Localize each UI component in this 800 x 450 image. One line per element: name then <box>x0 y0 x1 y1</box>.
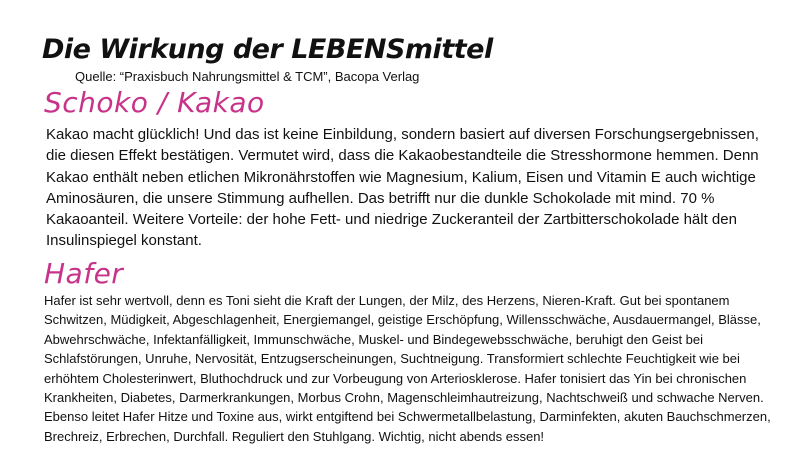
source-citation: Quelle: “Praxisbuch Nahrungsmittel & TCM”, Bacopa Verlag <box>75 69 420 84</box>
section-heading-hafer: Hafer <box>44 257 124 290</box>
page-title: Die Wirkung der LEBENSmittel <box>42 34 493 65</box>
section-text-schoko-kakao: Kakao macht glücklich! Und das ist keine Einbildung, sondern basiert auf diversen Forschungsergebnissen, die diesen Effekt bestätigen. Vermutet wird, dass die Kakaobestandteile die Stresshormone hemmen. Denn Kakao enthält neben etlichen Mikronährstoffen wie Magnesium, Kalium, Eisen und Vitamin E auch wichtige Aminosäuren, die unsere Stimmung aufhellen. Das betrifft nur die dunkle Schokolade mit mind. 70 % Kakaoanteil. Weitere Vorteile: der hohe Fett- und niedrige Zuckeranteil der Zartbitterschokolade hält den Insulinspiegel konstant. <box>46 126 759 250</box>
section-heading-schoko-kakao: Schoko / Kakao <box>44 86 265 119</box>
section-text-hafer: Hafer ist sehr wertvoll, denn es Toni sieht die Kraft der Lungen, der Milz, des Herzens, Nieren-Kraft. Gut bei spontanem Schwitzen, Müdigkeit, Abgeschlagenheit, Energiemangel, geistige Erschöpfung, Willensschwäche, Ausdauermangel, Blässe, Abwehrschwäche, Infektanfälligkeit, Immunschwäche, Muskel- und Bindegewebsschwäche, beruhigt den Geist bei Schlafstörungen, Unruhe, Nervosität, Entzugserscheinungen, Suchtneigung. Transformiert schlechte Feuchtigkeit wie bei erhöhtem Cholesterinwert, Bluthochdruck und zur Vorbeugung von Arteriosklerose. Hafer tonisiert das Yin bei chronischen Krankheiten, Diabetes, Darmerkrankungen, Morbus Crohn, Magenschleimhautreizung, Nachtschweiß und schwache Nerven. Ebenso leitet Hafer Hitze und Toxine aus, wirkt entgiftend bei Schwermetallbelastung, Darminfekten, akuten Bauchschmerzen, Brechreiz, Erbrechen, Durchfall. Reguliert den Stuhlgang. Wichtig, nicht abends essen! <box>44 293 771 444</box>
